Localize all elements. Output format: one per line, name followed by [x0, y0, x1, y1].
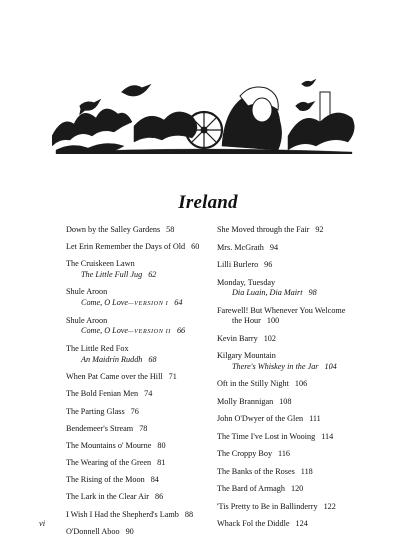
entry-page: 76 — [130, 406, 139, 416]
entry-title: I Wish I Had the Shepherd's Lamb — [66, 509, 179, 519]
entry-title: Mrs. McGrath — [217, 242, 264, 252]
toc-entry — [217, 449, 377, 460]
entry-title: The Time I've Lost in Wooing — [217, 431, 316, 441]
section-title: Ireland — [178, 192, 238, 213]
toc-entry — [217, 467, 377, 478]
toc-entry — [217, 243, 377, 254]
entry-title: Bendemeer's Stream — [66, 423, 134, 433]
entry-title: The Rising of the Moon — [66, 475, 145, 485]
entry-title: The Cruiskeen Lawn — [66, 259, 135, 269]
toc-entry — [217, 334, 377, 345]
entry-title: Farewell! But Whenever You Welcome — [217, 305, 346, 315]
entry-page: 74 — [144, 389, 153, 399]
entry-page: 108 — [279, 396, 292, 406]
toc-entry — [217, 414, 377, 425]
toc-entry — [217, 432, 377, 443]
entry-title: Kilgary Mountain — [217, 351, 276, 360]
entry-title: The Little Red Fox — [66, 344, 129, 354]
entry-title: O'Donnell Aboo — [66, 526, 120, 536]
entry-title: The Banks of the Roses — [217, 466, 295, 476]
entry-page: 90 — [125, 526, 134, 536]
entry-title: When Pat Came over the Hill — [66, 372, 163, 382]
toc-right-column — [217, 225, 377, 537]
entry-title: The Lark in the Clear Air — [66, 492, 149, 502]
entry-title: Kevin Barry — [217, 333, 258, 343]
entry-page: 94 — [269, 242, 279, 252]
toc-entry — [217, 484, 377, 495]
toc-entry — [217, 278, 377, 299]
entry-page: 102 — [263, 333, 276, 343]
entry-page: 64 — [174, 297, 183, 307]
entry-page: 106 — [294, 379, 308, 388]
entry-page: 118 — [300, 466, 313, 476]
page-folio: vi — [39, 518, 46, 528]
entry-subtitle: Come, O Love — [81, 326, 129, 336]
entry-page: 81 — [157, 458, 166, 468]
entry-page: 98 — [308, 288, 317, 297]
entry-page: 78 — [139, 423, 148, 433]
entry-page: 84 — [150, 475, 159, 485]
entry-subtitle: There's Whiskey in the Jar — [232, 361, 319, 371]
toc-entry — [217, 225, 377, 236]
entry-title: Let Erin Remember the Days of Old — [66, 242, 186, 252]
entry-title: Oft in the Stilly Night — [217, 379, 289, 388]
entry-title: The Mountains o' Mourne — [66, 440, 152, 450]
entry-page: 80 — [157, 440, 166, 450]
entry-title: She Moved through the Fair — [217, 225, 310, 234]
entry-page: 68 — [148, 354, 157, 364]
entry-page: 116 — [278, 449, 291, 458]
entry-title: 'Tis Pretty to Be in Ballinderry — [217, 501, 318, 511]
entry-title: Whack Fol the Diddle — [217, 519, 290, 528]
entry-page: 62 — [148, 269, 157, 279]
entry-title: Shule Aroon — [66, 315, 108, 325]
entry-title: John O'Dwyer of the Glen — [217, 414, 304, 423]
entry-page: 96 — [264, 260, 273, 269]
entry-page: 120 — [290, 484, 304, 493]
entry-title: Monday, Tuesday — [217, 277, 276, 287]
entry-page: 60 — [191, 242, 200, 252]
entry-subtitle: The Little Full Jug — [81, 269, 143, 279]
toc-entry — [217, 397, 377, 408]
entry-title: The Bard of Armagh — [217, 484, 285, 493]
entry-title: The Croppy Boy — [217, 449, 273, 458]
toc-entry — [217, 502, 377, 513]
engraving-svg — [52, 66, 360, 154]
entry-title: The Parting Glass — [66, 406, 125, 416]
toc-entry — [217, 379, 377, 390]
entry-page: 111 — [309, 414, 321, 423]
entry-page: 124 — [295, 519, 308, 528]
entry-title: The Bold Fenian Men — [66, 389, 139, 399]
toc-entry — [217, 519, 377, 530]
entry-page: 104 — [324, 361, 337, 371]
entry-title: The Wearing of the Green — [66, 458, 152, 468]
entry-title: Molly Brannigan — [217, 396, 274, 406]
entry-page: 86 — [154, 492, 164, 502]
entry-subtitle: Dia Luain, Dia Mairt — [232, 288, 303, 297]
entry-title: Shule Aroon — [66, 287, 108, 297]
entry-page: 92 — [315, 225, 324, 234]
entry-page: 114 — [321, 431, 334, 441]
entry-page: 66 — [176, 326, 186, 336]
entry-subtitle: An Maidrín Ruddh — [81, 354, 143, 364]
toc-entry — [217, 351, 377, 372]
entry-version: —VERSION I — [128, 299, 169, 307]
entry-subtitle: Come, O Love — [81, 297, 129, 307]
toc-entry — [217, 260, 377, 271]
entry-page: 71 — [168, 372, 177, 382]
entry-title: Lilli Burlero — [217, 260, 259, 269]
entry-version: —VERSION II — [128, 328, 171, 336]
entry-title-continued: the Hour — [232, 316, 261, 325]
entry-page: 100 — [266, 316, 280, 325]
toc-entry — [217, 306, 377, 327]
entry-title: Down by the Salley Gardens — [66, 225, 161, 234]
header-illustration — [52, 66, 360, 154]
entry-page: 88 — [184, 509, 194, 519]
entry-page: 58 — [166, 225, 175, 234]
entry-page: 122 — [323, 501, 336, 511]
